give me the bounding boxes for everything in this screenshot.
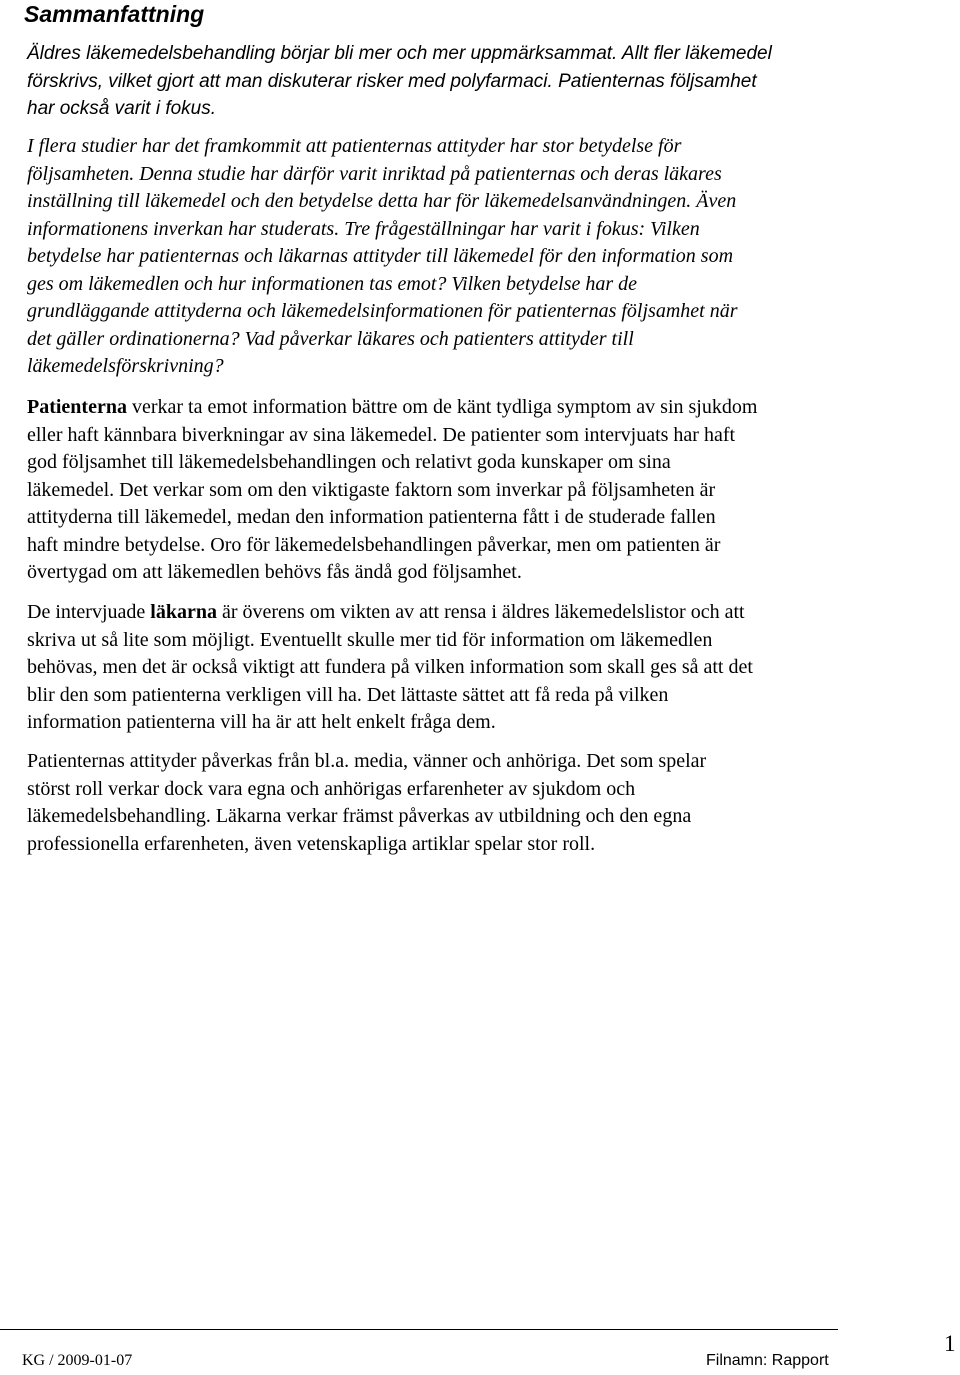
text-line: det gäller ordinationerna? Vad påverkar läkares och patienters attityder till — [27, 327, 634, 350]
doctors-paragraph — [27, 599, 927, 737]
footer-author-date: KG / 2009-01-07 — [22, 1352, 133, 1369]
text-span: De intervjuade — [27, 601, 151, 623]
text-line: blir den som patienterna verkligen vill ha. Det lättaste sättet att få reda på vilken — [27, 683, 669, 706]
text-line: information patienterna vill ha är att helt enkelt fråga dem. — [27, 711, 496, 733]
text-line: I flera studier har det framkommit att patienternas attityder har stor betydelse för — [27, 135, 682, 157]
text-line: attityderna till läkemedel, medan den information patienterna fått i de studerade fallen — [27, 506, 716, 528]
text-line: läkemedel. Det verkar som om den viktigaste faktorn som inverkar på följsamheten är — [27, 478, 716, 501]
text-line: läkemedelsbehandling. Läkarna verkar främst påverkas av utbildning och den egna — [27, 805, 692, 827]
text-line: haft mindre betydelse. Oro för läkemedelsbehandlingen påverkar, men om patienten är — [27, 533, 721, 556]
text-span: verkar ta emot information bättre om de känt tydliga symptom av sin sjukdom — [126, 396, 758, 418]
bold-term: läkarna — [150, 601, 217, 623]
text-line — [27, 394, 927, 422]
patients-paragraph — [27, 394, 927, 587]
text-line: professionella erfarenheten, även vetenskapliga artiklar spelar stor roll. — [27, 832, 596, 855]
influences-paragraph — [27, 748, 927, 858]
page-number: 1 — [944, 1331, 956, 1356]
bold-term: Patienterna — [27, 396, 127, 418]
text-line: störst roll verkar dock vara egna och anhörigas erfarenheter av sjukdom och — [27, 777, 636, 800]
text-line: informationens inverkan har studerats. Tre frågeställningar har varit i fokus: Vilken — [27, 217, 700, 240]
study-aim-paragraph — [27, 133, 927, 381]
text-line: förskrivs, vilket gjort att man diskuterar risker med polyfarmaci. Patienternas följsamhet — [27, 70, 757, 92]
text-line — [27, 599, 927, 627]
text-line: grundläggande attityderna och läkemedelsinformationen för patienternas följsamhet när — [27, 300, 738, 322]
text-line: Äldres läkemedelsbehandling börjar bli mer och mer uppmärksammat. Allt fler läkemedel — [27, 43, 772, 64]
text-line: behövas, men det är också viktigt att fundera på vilken information som skall ges så att det — [27, 656, 753, 678]
text-line: eller haft kännbara biverkningar av sina läkemedel. De patienter som intervjuats har haft — [27, 423, 736, 446]
text-line: övertygad om att läkemedlen behövs fås ändå god följsamhet. — [27, 561, 522, 583]
text-line: följsamheten. Denna studie har därför varit inriktad på patienternas och deras läkares — [27, 162, 722, 185]
footer-divider — [0, 1329, 838, 1330]
text-line: god följsamhet till läkemedelsbehandlingen och relativt goda kunskaper om sina — [27, 451, 671, 473]
text-line: Patienternas attityder påverkas från bl.a. media, vänner och anhöriga. Det som spelar — [27, 750, 707, 772]
text-line: ges om läkemedlen och hur informationen tas emot? Vilken betydelse har de — [27, 272, 638, 295]
text-line: läkemedelsförskrivning? — [27, 355, 224, 377]
text-line: inställning till läkemedel och den betydelse detta har för läkemedelsanvändningen. Även — [27, 190, 737, 212]
text-line: betydelse har patienternas och läkarnas attityder till läkemedel för den information som — [27, 245, 734, 267]
text-line: skriva ut så lite som möjligt. Eventuellt skulle mer tid för information om läkemedlen — [27, 628, 713, 651]
text-line: har också varit i fokus. — [27, 98, 217, 119]
text-span: är överens om vikten av att rensa i äldres läkemedelslistor och att — [216, 601, 745, 623]
page-heading: Sammanfattning — [24, 1, 205, 27]
intro-paragraph — [27, 40, 927, 123]
footer-filename: Filnamn: Rapport — [706, 1352, 829, 1369]
